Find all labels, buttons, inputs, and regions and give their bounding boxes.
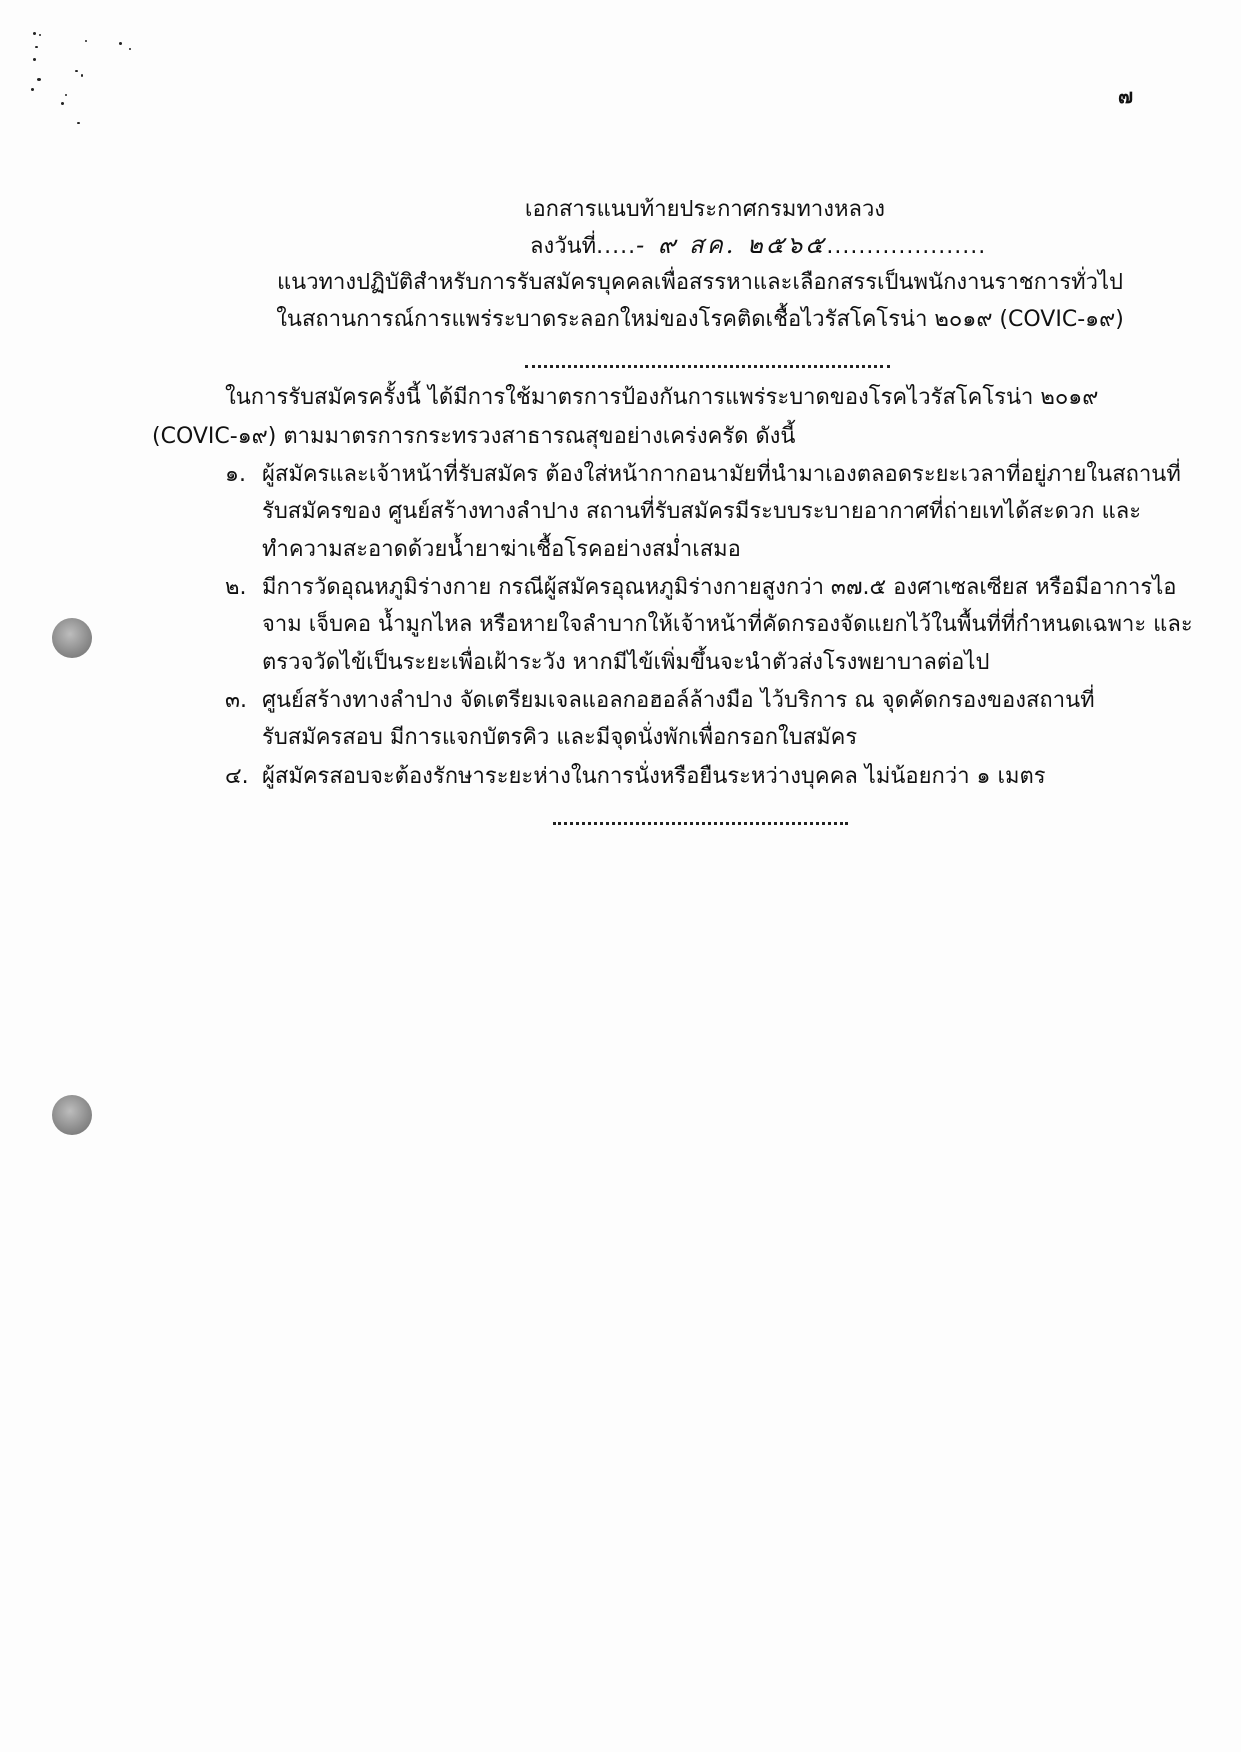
- intro-line-2: (COVIC-๑๙) ตามมาตรการกระทรวงสาธารณสุขอย่างเคร่งครัด ดังนี้: [152, 424, 796, 449]
- list-item-line: ตรวจวัดไข้เป็นระยะเพื่อเฝ้าระวัง หากมีไข้เพิ่มขึ้นจะนำตัวส่งโรงพยาบาลต่อไป: [262, 650, 990, 675]
- list-item-number: ๓.: [225, 688, 248, 713]
- handwritten-date: - ๙ สค. ๒๕๖๕: [636, 231, 827, 259]
- list-item-line: มีการวัดอุณหภูมิร่างกาย กรณีผู้สมัครอุณหภูมิร่างกายสูงกว่า ๓๗.๕ องศาเซลเซียส หรือมีอาการไอ: [262, 575, 1177, 600]
- separator-bottom: [553, 822, 848, 825]
- title-line-1: แนวทางปฏิบัติสำหรับการรับสมัครบุคคลเพื่อสรรหาและเลือกสรรเป็นพนักงานราชการทั่วไป: [276, 270, 1124, 295]
- list-item-line: ทำความสะอาดด้วยน้ำยาฆ่าเชื้อโรคอย่างสม่ำเสมอ: [262, 537, 741, 562]
- list-item-line: จาม เจ็บคอ น้ำมูกไหล หรือหายใจลำบากให้เจ้าหน้าที่คัดกรองจัดแยกไว้ในพื้นที่ที่กำหนดเฉพาะ และ: [262, 612, 1193, 637]
- list-item-number: ๑.: [225, 462, 246, 487]
- date-prefix: ลงวันที่: [530, 234, 597, 259]
- intro-line-1: ในการรับสมัครครั้งนี้ ได้มีการใช้มาตรการป้องกันการแพร่ระบาดของโรคไวรัสโคโรน่า ๒๐๑๙: [225, 385, 1099, 410]
- scan-speckles: [25, 30, 155, 140]
- list-item-number: ๒.: [225, 575, 247, 600]
- list-item-number: ๔.: [225, 764, 249, 789]
- page-number: ๗: [1118, 84, 1134, 108]
- list-item-line: ผู้สมัครสอบจะต้องรักษาระยะห่างในการนั่งหรือยืนระหว่างบุคคล ไม่น้อยกว่า ๑ เมตร: [262, 764, 1046, 789]
- date-line: ลงวันที่.....- ๙ สค. ๒๕๖๕....................: [530, 231, 987, 259]
- header-line: เอกสารแนบท้ายประกาศกรมทางหลวง: [524, 197, 886, 222]
- list-item-line: รับสมัครของ ศูนย์สร้างทางลำปาง สถานที่รับสมัครมีระบบระบายอากาศที่ถ่ายเทได้สะดวก และ: [262, 499, 1142, 524]
- punch-hole-top: [52, 618, 92, 658]
- list-item-line: ศูนย์สร้างทางลำปาง จัดเตรียมเจลแอลกอฮอล์ล้างมือ ไว้บริการ ณ จุดคัดกรองของสถานที่: [262, 688, 1095, 713]
- list-item-line: ผู้สมัครและเจ้าหน้าที่รับสมัคร ต้องใส่หน้ากากอนามัยที่นำมาเองตลอดระยะเวลาที่อยู่ภายในสถานที่: [262, 462, 1181, 487]
- list-item-line: รับสมัครสอบ มีการแจกบัตรคิว และมีจุดนั่งพักเพื่อกรอกใบสมัคร: [262, 725, 858, 750]
- separator-top: [525, 365, 890, 368]
- punch-hole-bottom: [52, 1095, 92, 1135]
- title-line-2: ในสถานการณ์การแพร่ระบาดระลอกใหม่ของโรคติดเชื้อไวรัสโคโรน่า ๒๐๑๙ (COVIC-๑๙): [276, 307, 1124, 332]
